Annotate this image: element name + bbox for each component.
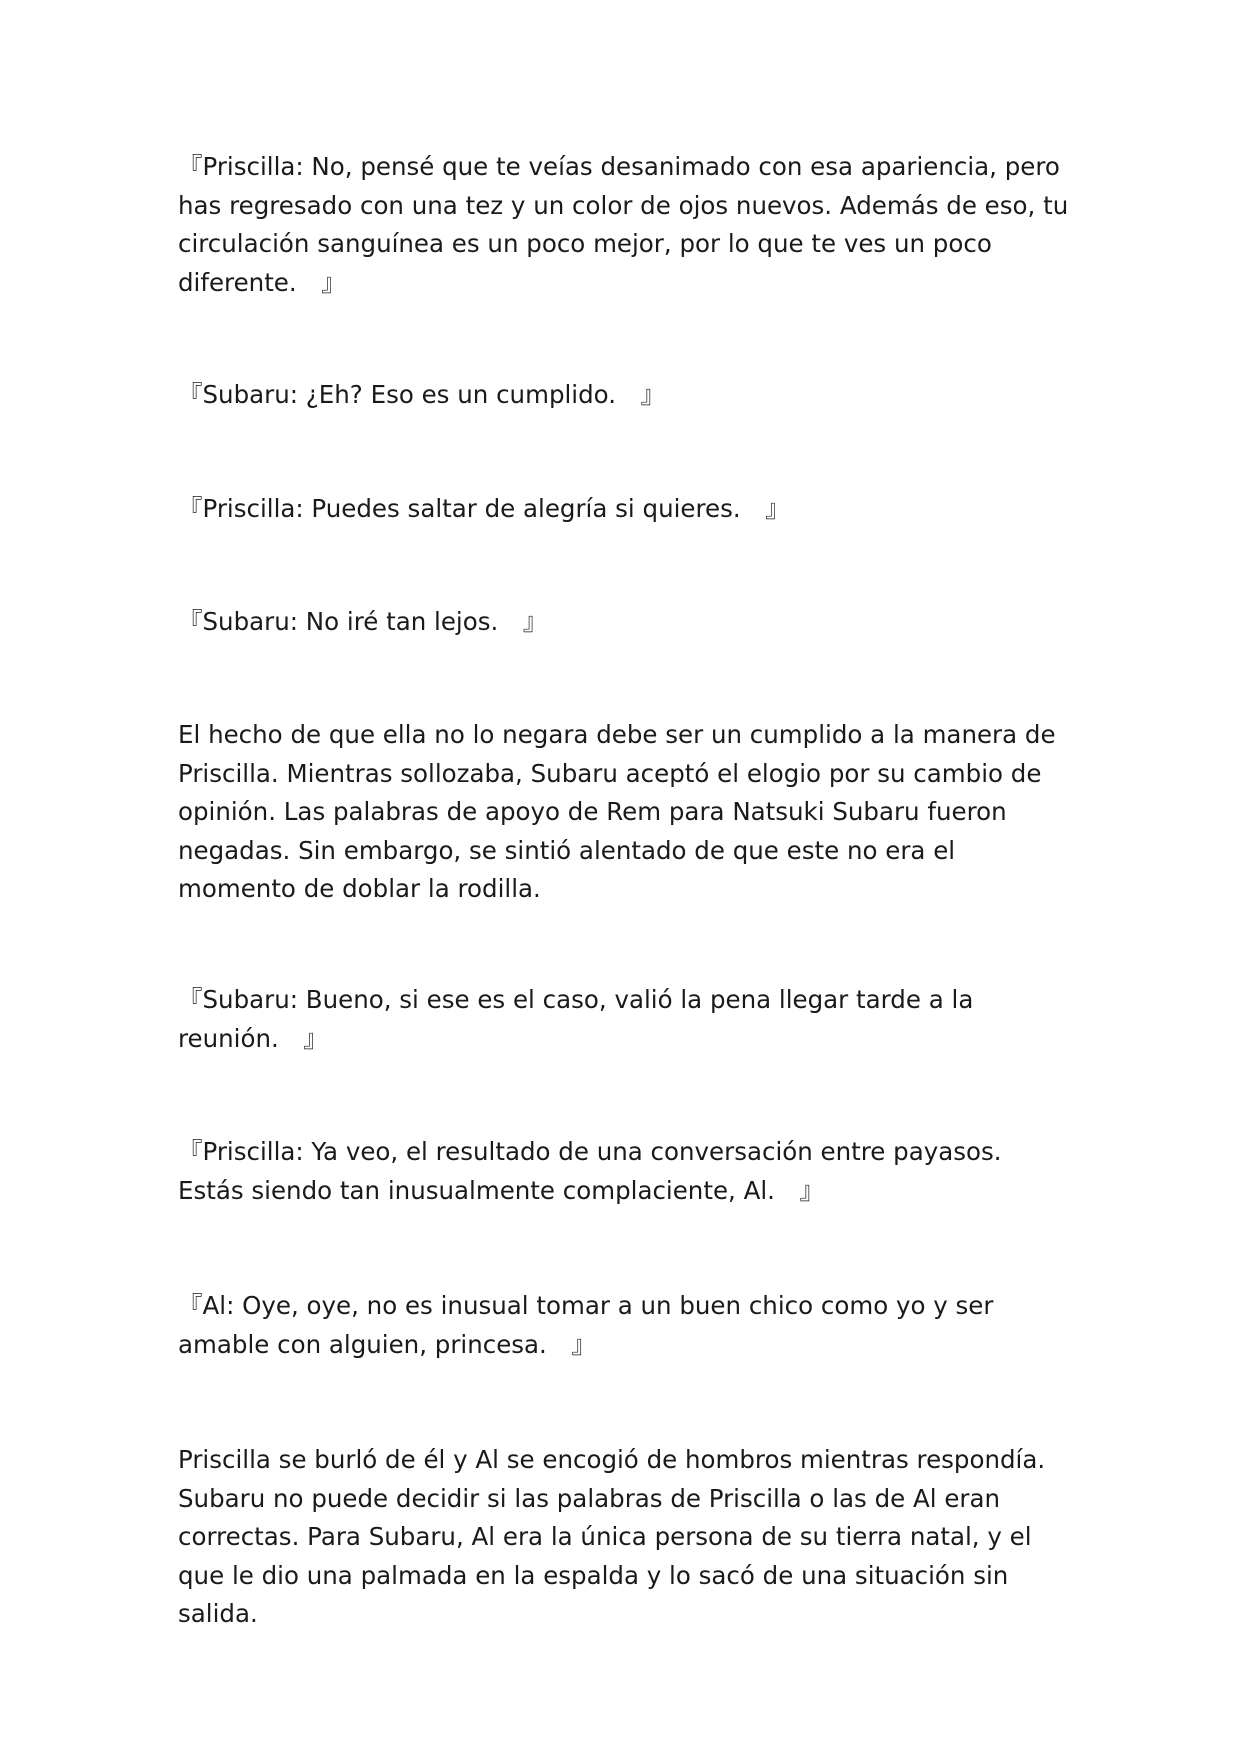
paragraph-subaru-late: 『Subaru: Bueno, si ese es el caso, valió la pena llegar tarde a la reunión. 』	[178, 985, 974, 1053]
paragraph-priscilla-jump: 『Priscilla: Puedes saltar de alegría si quieres. 』	[178, 494, 790, 523]
paragraph-subaru-compliment: 『Subaru: ¿Eh? Eso es un cumplido. 』	[178, 380, 666, 409]
paragraph-priscilla-clowns: 『Priscilla: Ya veo, el resultado de una conversación entre payasos. Estás siendo tan inusualmente complaciente, Al. 』	[178, 1137, 1002, 1205]
paragraph-subaru-not-far: 『Subaru: No iré tan lejos. 』	[178, 607, 548, 636]
paragraph-narration-homeland: Priscilla se burló de él y Al se encogió de hombros mientras respondía. Subaru no puede decidir si las palabras de Priscilla o las de Al eran correctas. Para Subaru, Al era la única persona de su tierra natal, y el que le dio una palmada en la espalda y lo sacó de una situación sin salida.	[178, 1445, 1046, 1629]
paragraph-al-princess: 『Al: Oye, oye, no es inusual tomar a un buen chico como yo y ser amable con alguien, princesa. 』	[178, 1291, 994, 1359]
paragraph-narration-compliment: El hecho de que ella no lo negara debe ser un cumplido a la manera de Priscilla. Mientras sollozaba, Subaru aceptó el elogio por su cambio de opinión. Las palabras de apoyo de Rem para Natsuki Subaru fueron negadas. Sin embargo, se sintió alentado de que este no era el momento de doblar la rodilla.	[178, 720, 1056, 904]
paragraph-priscilla-appearance: 『Priscilla: No, pensé que te veías desanimado con esa apariencia, pero has regresado con una tez y un color de ojos nuevos. Además de eso, tu circulación sanguínea es un poco mejor, por lo que te ves un poco diferente. 』	[178, 152, 1069, 297]
